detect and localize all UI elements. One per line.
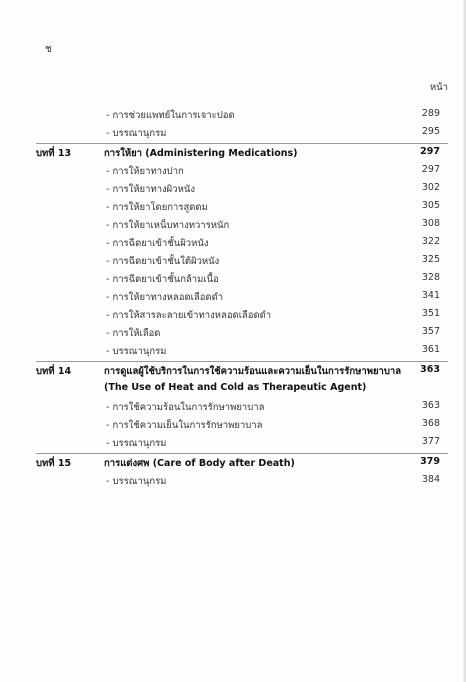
- chapter-page: 379: [420, 456, 440, 467]
- toc-entry: [0, 182, 466, 198]
- toc-entry-page: 322: [421, 236, 440, 247]
- toc-entry-text: - การให้ยาทางหลอดเลือดดำ: [106, 292, 224, 303]
- divider: [36, 361, 448, 362]
- toc-entry-page: 325: [421, 254, 440, 265]
- toc-entry-text: - การใช้ความร้อนในการรักษาพยาบาล: [106, 402, 265, 413]
- toc-entry-text: - บรรณานุกรม: [106, 476, 167, 487]
- toc-entry-text: - การใช้ความเย็นในการรักษาพยาบาล: [106, 420, 263, 431]
- chapter-title: การให้ยา (Administering Medications): [104, 148, 298, 159]
- chapter-heading: [0, 364, 466, 380]
- chapter-title-english: (The Use of Heat and Cold as Therapeutic Agent): [104, 382, 367, 393]
- toc-entry: [0, 254, 466, 270]
- divider: [36, 143, 448, 144]
- toc-entry-text: - บรรณานุกรม: [106, 438, 167, 449]
- toc-entry-text: - การให้เลือด: [106, 328, 161, 339]
- chapter-title: การแต่งศพ (Care of Body after Death): [104, 458, 295, 469]
- page-column-header: หน้า: [429, 82, 448, 93]
- toc-entry-page: 295: [421, 126, 440, 137]
- roman-page-number: ช: [45, 44, 52, 55]
- toc-entry: [0, 400, 466, 416]
- toc-entry-text: - การให้ยาโดยการสูดดม: [106, 202, 208, 213]
- toc-entry-text: - การให้ยาเหน็บทางทวารหนัก: [106, 220, 230, 231]
- toc-entry-page: 384: [421, 474, 440, 485]
- divider: [36, 453, 448, 454]
- toc-entry: [0, 272, 466, 288]
- toc-entry-text: - การฉีดยาเข้าชั้นใต้ผิวหนัง: [106, 256, 220, 267]
- toc-entry-page: 308: [421, 218, 440, 229]
- toc-entry-text: - บรรณานุกรม: [106, 128, 167, 139]
- toc-entry: [0, 436, 466, 452]
- toc-entry-text: - การฉีดยาเข้าชั้นกล้ามเนื้อ: [106, 274, 219, 285]
- toc-entry: [0, 108, 466, 124]
- chapter-page: 363: [420, 364, 440, 375]
- toc-entry-text: - การให้สารละลายเข้าทางหลอดเลือดดำ: [106, 310, 272, 321]
- toc-entry-text: - การให้ยาทางปาก: [106, 166, 184, 177]
- toc-entry: [0, 290, 466, 306]
- toc-entry-page: 289: [421, 108, 440, 119]
- toc-entry-page: 361: [421, 344, 440, 355]
- toc-entry-page: 377: [421, 436, 440, 447]
- toc-entry-page: 357: [421, 326, 440, 337]
- toc-entry: [0, 344, 466, 360]
- toc-entry-page: 341: [421, 290, 440, 301]
- toc-entry-page: 302: [421, 182, 440, 193]
- chapter-heading: [0, 146, 466, 162]
- toc-entry-page: 351: [421, 308, 440, 319]
- toc-entry: [0, 200, 466, 216]
- toc-entry-page: 297: [421, 164, 440, 175]
- chapter-title: การดูแลผู้ใช้บริการในการใช้ความร้อนและความเย็นในการรักษาพยาบาล: [104, 366, 402, 377]
- toc-entry: [0, 326, 466, 342]
- toc-entry: [0, 474, 466, 490]
- toc-entry-text: - การฉีดยาเข้าชั้นผิวหนัง: [106, 238, 209, 249]
- toc-entry: [0, 164, 466, 180]
- chapter-heading-subtitle: [0, 382, 466, 398]
- chapter-label: บทที่ 15: [36, 458, 72, 469]
- toc-entry: [0, 418, 466, 434]
- chapter-heading: [0, 456, 466, 472]
- toc-entry: [0, 126, 466, 142]
- toc-entry-page: 363: [421, 400, 440, 411]
- toc-entry: [0, 308, 466, 324]
- toc-entry-text: - การช่วยแพทย์ในการเจาะปอด: [106, 110, 235, 121]
- toc-entry-page: 305: [421, 200, 440, 211]
- toc-entry-text: - บรรณานุกรม: [106, 346, 167, 357]
- chapter-label: บทที่ 14: [36, 366, 72, 377]
- toc-entry-page: 368: [421, 418, 440, 429]
- toc-entry: [0, 236, 466, 252]
- chapter-page: 297: [420, 146, 440, 157]
- toc-entry: [0, 218, 466, 234]
- toc-entry-text: - การให้ยาทางผิวหนัง: [106, 184, 195, 195]
- chapter-label: บทที่ 13: [36, 148, 72, 159]
- toc-entry-page: 328: [421, 272, 440, 283]
